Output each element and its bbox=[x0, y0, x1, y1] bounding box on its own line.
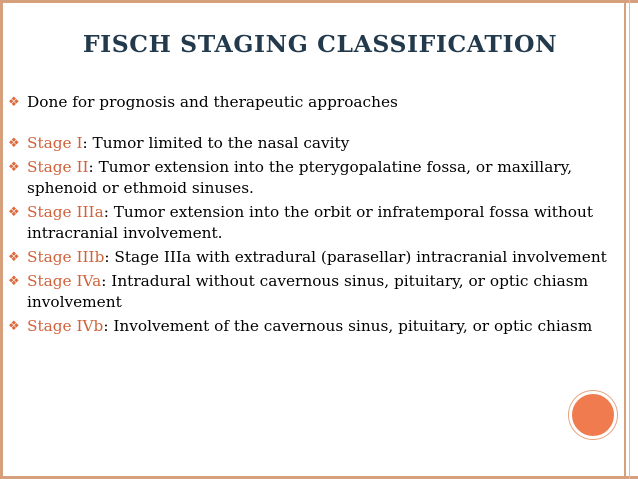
stage-bullet bbox=[8, 133, 608, 154]
intro-bullet bbox=[8, 92, 608, 113]
stage-name: Stage I bbox=[27, 134, 83, 152]
frame-left-border bbox=[0, 0, 3, 479]
stage-bullet bbox=[8, 202, 608, 244]
intro-text: Done for prognosis and therapeutic approaches bbox=[27, 93, 398, 111]
stage-bullet bbox=[8, 157, 608, 199]
stage-description: : Tumor extension into the orbit or infratemporal fossa without intracranial involvement. bbox=[27, 203, 594, 242]
bullet-arrow-icon: ❖ bbox=[8, 205, 20, 220]
slide-title: FISCH STAGING CLASSIFICATION bbox=[82, 30, 558, 58]
bullet-arrow-icon: ❖ bbox=[8, 136, 20, 151]
bullet-arrow-icon: ❖ bbox=[8, 274, 20, 289]
decorative-circle bbox=[569, 391, 617, 439]
stage-description: : Tumor extension into the pterygopalatine fossa, or maxillary, sphenoid or ethmoid sinuses. bbox=[27, 158, 573, 197]
stage-name: Stage IIIb bbox=[27, 248, 105, 266]
frame-top-border bbox=[0, 0, 638, 3]
stage-bullet bbox=[8, 316, 608, 337]
stage-name: Stage IIIa bbox=[27, 203, 104, 221]
frame-right-border bbox=[624, 0, 626, 479]
stage-bullet bbox=[8, 271, 608, 313]
frame-right-inner-border bbox=[629, 0, 630, 479]
stage-name: Stage IVa bbox=[27, 272, 102, 290]
stage-description: : Tumor limited to the nasal cavity bbox=[82, 134, 350, 152]
stage-description: : Intradural without cavernous sinus, pituitary, or optic chiasm involvement bbox=[27, 272, 589, 311]
bullet-arrow-icon: ❖ bbox=[8, 160, 20, 175]
stage-name: Stage II bbox=[27, 158, 89, 176]
stage-name: Stage IVb bbox=[27, 317, 104, 335]
stage-description: : Stage IIIa with extradural (parasellar) intracranial involvement bbox=[104, 248, 607, 266]
bullet-arrow-icon: ❖ bbox=[8, 95, 20, 110]
bullet-list bbox=[8, 92, 608, 340]
stage-description: : Involvement of the cavernous sinus, pituitary, or optic chiasm bbox=[103, 317, 593, 335]
stage-bullet bbox=[8, 247, 608, 268]
bullet-arrow-icon: ❖ bbox=[8, 250, 20, 265]
bullet-arrow-icon: ❖ bbox=[8, 319, 20, 334]
